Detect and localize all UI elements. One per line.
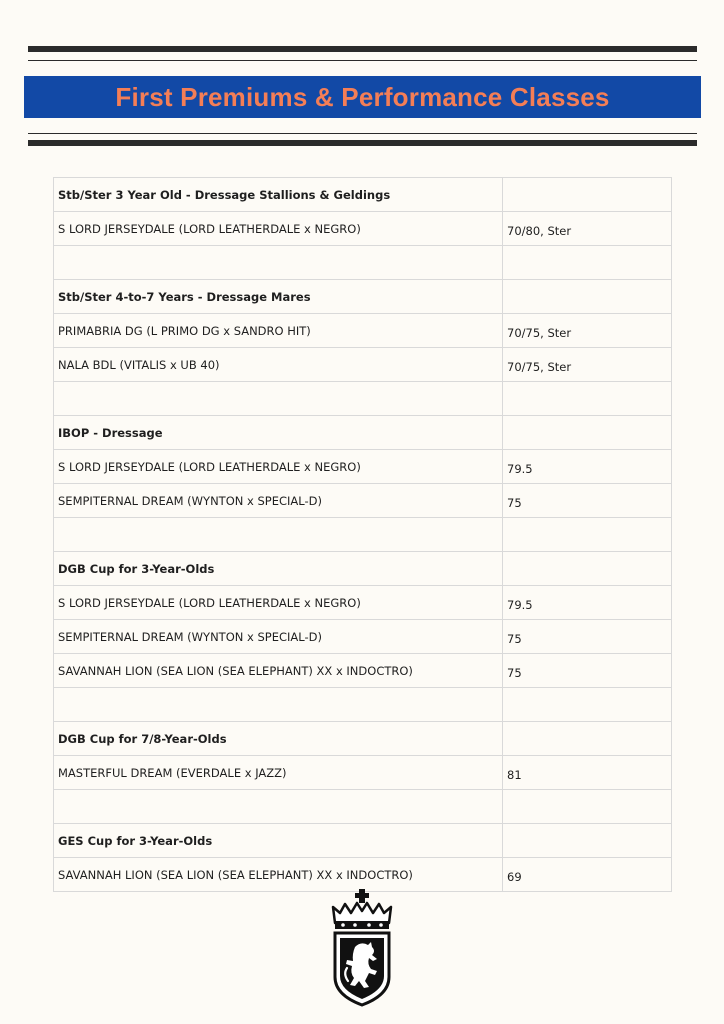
horse-entry-cell [54, 382, 503, 416]
result-row [54, 654, 672, 688]
class-header-row [54, 552, 672, 586]
score-cell [503, 382, 672, 416]
result-row [54, 450, 672, 484]
score-cell [503, 688, 672, 722]
score-cell [503, 280, 672, 314]
score-cell [503, 178, 672, 212]
title-banner [24, 76, 701, 118]
horse-entry-cell: SEMPITERNAL DREAM (WYNTON x SPECIAL-D) [54, 484, 503, 518]
class-name-cell: DGB Cup for 3-Year-Olds [54, 552, 503, 586]
score-cell: 70/75, Ster [503, 348, 672, 382]
score-cell: 79.5 [503, 450, 672, 484]
score-cell: 75 [503, 654, 672, 688]
score-cell [503, 416, 672, 450]
class-header-row [54, 824, 672, 858]
result-row [54, 858, 672, 892]
score-cell [503, 246, 672, 280]
class-name-cell: Stb/Ster 3 Year Old - Dressage Stallions & Geldings [54, 178, 503, 212]
spacer-row [54, 382, 672, 416]
class-header-row [54, 416, 672, 450]
score-cell [503, 824, 672, 858]
top-rule-thick [28, 46, 697, 52]
class-name-cell: GES Cup for 3-Year-Olds [54, 824, 503, 858]
page-title: First Premiums & Performance Classes [115, 81, 610, 112]
horse-entry-cell: S LORD JERSEYDALE (LORD LEATHERDALE x NEGRO) [54, 586, 503, 620]
score-cell: 75 [503, 484, 672, 518]
horse-entry-cell: SAVANNAH LION (SEA LION (SEA ELEPHANT) XX x INDOCTRO) [54, 858, 503, 892]
score-cell [503, 518, 672, 552]
score-cell: 70/75, Ster [503, 314, 672, 348]
class-header-row [54, 178, 672, 212]
result-row [54, 212, 672, 246]
horse-entry-cell [54, 790, 503, 824]
horse-entry-cell: S LORD JERSEYDALE (LORD LEATHERDALE x NEGRO) [54, 212, 503, 246]
horse-entry-cell [54, 688, 503, 722]
horse-entry-cell [54, 518, 503, 552]
score-cell [503, 722, 672, 756]
result-row [54, 348, 672, 382]
class-header-row [54, 722, 672, 756]
result-row [54, 756, 672, 790]
horse-entry-cell: NALA BDL (VITALIS x UB 40) [54, 348, 503, 382]
class-name-cell: IBOP - Dressage [54, 416, 503, 450]
horse-entry-cell [54, 246, 503, 280]
score-cell [503, 790, 672, 824]
bottom-rule-thick [28, 140, 697, 146]
horse-entry-cell: PRIMABRIA DG (L PRIMO DG x SANDRO HIT) [54, 314, 503, 348]
horse-entry-cell: MASTERFUL DREAM (EVERDALE x JAZZ) [54, 756, 503, 790]
spacer-row [54, 688, 672, 722]
crowned-lion-crest-icon [331, 889, 393, 1007]
score-cell: 75 [503, 620, 672, 654]
result-row [54, 484, 672, 518]
class-name-cell: Stb/Ster 4-to-7 Years - Dressage Mares [54, 280, 503, 314]
score-cell: 79.5 [503, 586, 672, 620]
score-cell [503, 552, 672, 586]
score-cell: 69 [503, 858, 672, 892]
score-cell: 81 [503, 756, 672, 790]
score-cell: 70/80, Ster [503, 212, 672, 246]
result-row [54, 314, 672, 348]
results-table [53, 177, 672, 892]
top-rule-thin [28, 60, 697, 61]
class-name-cell: DGB Cup for 7/8-Year-Olds [54, 722, 503, 756]
horse-entry-cell: SEMPITERNAL DREAM (WYNTON x SPECIAL-D) [54, 620, 503, 654]
result-row [54, 586, 672, 620]
spacer-row [54, 518, 672, 552]
results-table-body [54, 178, 672, 892]
spacer-row [54, 246, 672, 280]
horse-entry-cell: SAVANNAH LION (SEA LION (SEA ELEPHANT) XX x INDOCTRO) [54, 654, 503, 688]
bottom-rule-thin [28, 133, 697, 134]
spacer-row [54, 790, 672, 824]
result-row [54, 620, 672, 654]
horse-entry-cell: S LORD JERSEYDALE (LORD LEATHERDALE x NEGRO) [54, 450, 503, 484]
class-header-row [54, 280, 672, 314]
